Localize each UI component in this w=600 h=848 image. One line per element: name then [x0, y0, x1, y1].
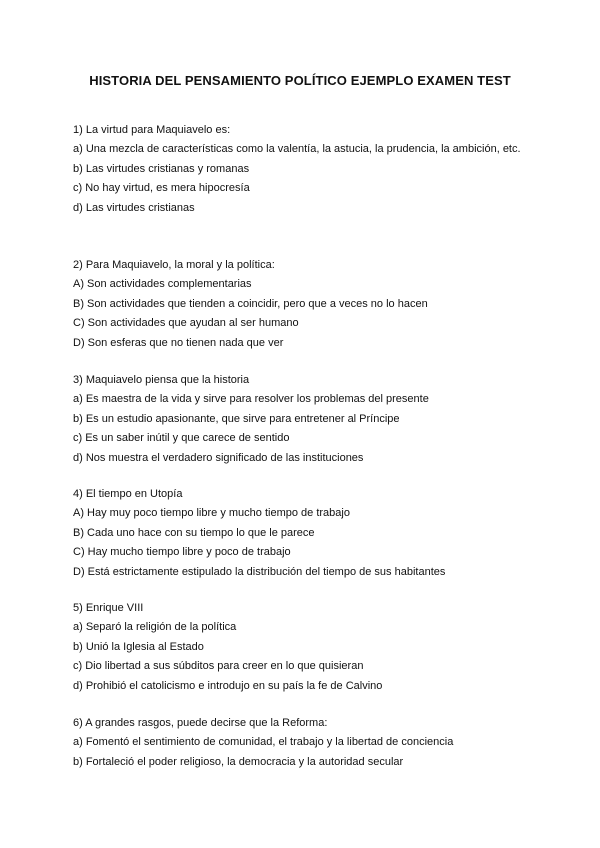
answer-option: a) Es maestra de la vida y sirve para resolver los problemas del presente	[73, 393, 429, 406]
answer-option: b) Las virtudes cristianas y romanas	[73, 162, 250, 175]
question-prompt: 6) A grandes rasgos, puede decirse que la Reforma:	[73, 717, 328, 729]
answer-option: D) Está estrictamente estipulado la distribución del tiempo de sus habitantes	[73, 565, 446, 578]
answer-option: B) Cada uno hace con su tiempo lo que le parece	[73, 526, 315, 539]
answer-option: A) Hay muy poco tiempo libre y mucho tiempo de trabajo	[73, 507, 350, 520]
page-title: HISTORIA DEL PENSAMIENTO POLÍTICO EJEMPLO EXAMEN TEST	[89, 73, 511, 88]
question-prompt: 2) Para Maquiavelo, la moral y la política:	[73, 259, 275, 271]
answer-option: d) Las virtudes cristianas	[73, 201, 195, 214]
question-prompt: 1) La virtud para Maquiavelo es:	[73, 124, 231, 136]
question-1	[73, 121, 521, 218]
answer-option: c) No hay virtud, es mera hipocresía	[73, 182, 250, 195]
answer-option: B) Son actividades que tienden a coincidir, pero que a veces no lo hacen	[73, 297, 428, 310]
answer-option: a) Fomentó el sentimiento de comunidad, el trabajo y la libertad de conciencia	[73, 736, 454, 749]
answer-option: b) Unió la Iglesia al Estado	[73, 640, 204, 653]
answer-option: b) Fortaleció el poder religioso, la democracia y la autoridad secular	[73, 755, 404, 768]
answer-option: d) Prohibió el catolicismo e introdujo en su país la fe de Calvino	[73, 679, 383, 692]
answer-option: A) Son actividades complementarias	[73, 278, 252, 291]
question-4	[73, 485, 445, 582]
question-prompt: 4) El tiempo en Utopía	[73, 488, 183, 500]
answer-option: b) Es un estudio apasionante, que sirve para entretener al Príncipe	[73, 412, 400, 425]
question-2	[73, 256, 428, 353]
answer-option: C) Hay mucho tiempo libre y poco de trabajo	[73, 546, 291, 559]
answer-option: a) Una mezcla de características como la valentía, la astucia, la prudencia, la ambición, etc.	[73, 143, 521, 156]
question-3	[73, 371, 429, 468]
answer-option: d) Nos muestra el verdadero significado de las instituciones	[73, 451, 364, 464]
question-5	[73, 599, 382, 696]
answer-option: D) Son esferas que no tienen nada que ver	[73, 336, 284, 349]
answer-option: c) Es un saber inútil y que carece de sentido	[73, 432, 290, 445]
question-prompt: 3) Maquiavelo piensa que la historia	[73, 374, 250, 386]
answer-option: c) Dio libertad a sus súbditos para creer en lo que quisieran	[73, 660, 364, 673]
answer-option: a) Separó la religión de la política	[73, 621, 237, 634]
question-prompt: 5) Enrique VIII	[73, 602, 144, 614]
answer-option: C) Son actividades que ayudan al ser humano	[73, 317, 299, 330]
question-6	[73, 714, 453, 772]
